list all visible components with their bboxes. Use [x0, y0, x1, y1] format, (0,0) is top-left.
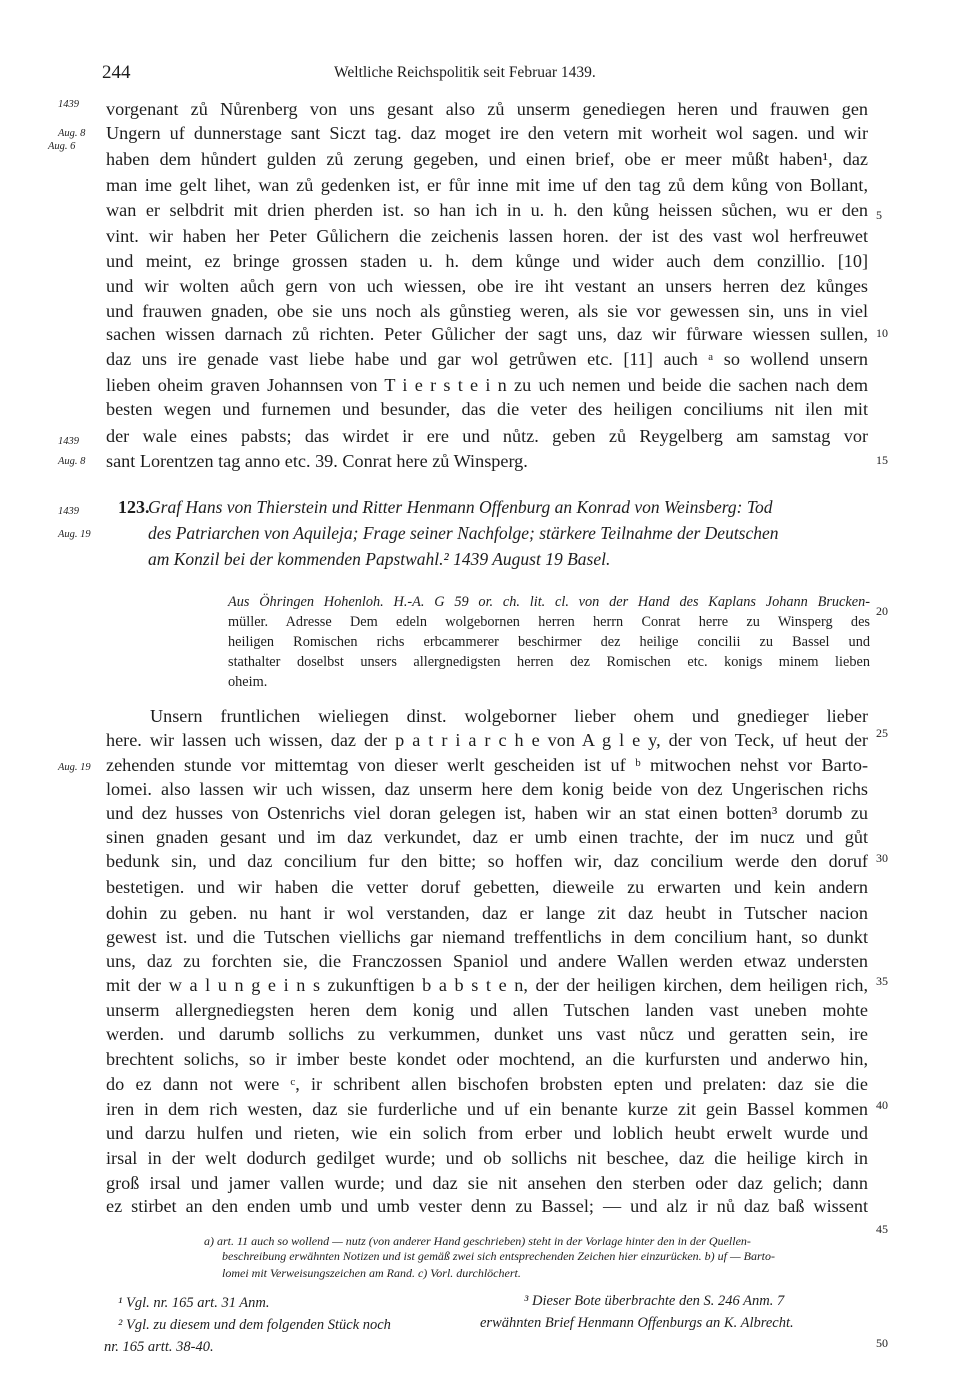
line-number: 30	[876, 851, 888, 865]
line-number: 35	[876, 974, 888, 988]
text-line: dohin zu geben. nu hant ir wol verstanden, daz er lange zit daz heubt in Tutscher nacion	[106, 903, 868, 923]
apparatus-line: beschreibung erwähnten Notizen und ist gemäß zwei sich entsprechenden Zeichen hier einzurücken. b) uf — Barto-	[222, 1249, 776, 1263]
line-number: 15	[876, 453, 888, 467]
margin-date: Aug. 8	[58, 456, 86, 467]
text-line: bedunk sin, und daz concilium fur den bitte; so hoffen wir, daz concilium werde den doruf	[106, 851, 868, 871]
apparatus-line: lomei mit Verweisungszeichen am Rand. c) Vorl. durchlöchert.	[222, 1266, 521, 1280]
line-number: 40	[876, 1098, 888, 1112]
text-line: iren in dem rich westen, daz sie furderliche und uf ein benante kurze zit gein Bassel kommen	[106, 1099, 868, 1119]
apparatus-line: a) art. 11 auch so wollend — nutz (von anderer Hand geschrieben) steht in der Vorlage hinter den in der Quellen-	[204, 1234, 751, 1248]
text-line: bestetigen. und wir haben die vetter doruf gebetten, dieweile zu erwarten und kein andern	[106, 877, 868, 897]
text-line: unserm allergnediegsten heren dem konig und allen Tutschen landen vast uneben mohte	[106, 1000, 868, 1020]
source-line: stathalter doselbst unsers allergnedigsten herren dez Romischen etc. konigs minem lieben	[228, 654, 870, 670]
line-number: 45	[876, 1222, 888, 1236]
text-line: Unsern fruntlichen wieliegen dinst. wolgeborner lieber ohem und gnedieger lieber	[150, 706, 868, 726]
text-line: besten wegen und furnemen und besunder, das die veter des heiligen conciliums nit ilen mit	[106, 399, 868, 419]
margin-date: Aug. 19	[58, 762, 91, 773]
document-number	[118, 497, 150, 518]
document-heading-line: Graf Hans von Thierstein und Ritter Henmann Offenburg an Konrad von Weinsberg: Tod	[148, 497, 773, 517]
text-line: und wir wolten aůch gern von uch wiessen, obe ire iht vestant an unsers herren dez kůnges	[106, 276, 868, 296]
footnote-line: ¹ Vgl. nr. 165 art. 31 Anm.	[118, 1295, 270, 1311]
text-line: werden. und darumb sollichs zu verkummen, dunket uns vast nůcz und geratten sein, ire	[106, 1024, 868, 1044]
text-line: irsal in der welt dodurch gedilget wurde; und ob sollichs nit beschee, daz die heilige kirch in	[106, 1148, 868, 1168]
source-line: Aus Öhringen Hohenloh. H.-A. G 59 or. ch. lit. cl. von der Hand des Kaplans Johann Brucken-	[228, 594, 870, 610]
text-line: und meint, ez bringe grossen staden u. h. dem kůnge und wider auch dem conzillio. [10]	[106, 251, 868, 271]
text-line: groß irsal und jamer vallen wurde; und daz sie nit ansehen den sterben oder daz gelich; dann	[106, 1173, 868, 1193]
footnote-line: nr. 165 artt. 38-40.	[104, 1339, 214, 1355]
text-line: sinen gnaden gesant und im daz verkundet, daz er umb einen trachte, der im nucz und gůt	[106, 827, 868, 847]
text-line: uns, daz zu forchten sie, die Franczossen Spaniol und andere Wallen werden etwaz understen	[106, 951, 868, 971]
text-line: der wale eines pabsts; das wirdet ir ere und nůtz. geben zů Reygelberg am samstag vor	[106, 426, 868, 446]
text-line: vorgenant zů Nůrenberg von uns gesant also zů unserm genediegen heren und frauwen gen	[106, 99, 868, 119]
text-line: haben dem hůndert gulden zů zerung gegeben, und einen brief, obe er meer můßt haben¹, daz	[106, 149, 868, 169]
text-line: lieben oheim graven Johannsen von T i e r s t e i n zu uch nemen und beide die sachen nach dem	[106, 375, 868, 395]
text-line: man ime gelt lihet, wan zů gedenken ist, er fůr inne mit ime uf den tag zů dem kůng von Bollant,	[106, 175, 868, 195]
running-title: Weltliche Reichspolitik seit Februar 1439.	[334, 64, 596, 81]
document-heading-line: am Konzil bei der kommenden Papstwahl.² 1439 August 19 Basel.	[148, 549, 611, 569]
text-line: wan er selbdrit mit drien pherden ist. so han ich in u. h. den kůng heissen sůchen, wu er den	[106, 200, 868, 220]
text-line: here. wir lassen uch wissen, daz der p a t r i a r c h e von A g l e y, der von Teck, uf heut der	[106, 730, 868, 750]
footnote-line: erwähnten Brief Henmann Offenburgs an K. Albrecht.	[480, 1315, 794, 1331]
text-line: do ez dann not were ᶜ, ir schribent allen bischofen brobsten epten und prelaten: daz sie die	[106, 1074, 868, 1094]
document-number-label: 123.	[118, 497, 150, 517]
line-number: 5	[876, 208, 882, 222]
line-number: 10	[876, 326, 888, 340]
source-line: heiligen Romischen richs erbcammerer beschirmer dez heilige concilii zu Bassel und	[228, 634, 870, 650]
line-number: 50	[876, 1336, 888, 1350]
margin-date: Aug. 19	[58, 529, 91, 540]
page-number: 244	[102, 62, 131, 83]
text-line: Ungern uf dunnerstage sant Siczt tag. daz moget ire den vetern mit worheit wol sagen. und wir	[106, 123, 868, 143]
text-line: brechtent solichs, so ir imber beste kondet oder mochtend, an die kurfursten und anderwo hin,	[106, 1049, 868, 1069]
source-line: müller. Adresse Dem edeln wolgebornen herren herrn Conrat herre zu Winsperg des	[228, 614, 870, 630]
text-line: daz uns ire genade vast liebe habe und gar wol getrůwen etc. [11] auch ᵃ so wollend unsern	[106, 349, 868, 369]
margin-date: 1439	[58, 506, 79, 517]
text-line: gewest ist. und die Tutschen viellichs gar niemand treffentlichs in dem concilium hant, so dunkt	[106, 927, 868, 947]
margin-date: 1439	[58, 436, 79, 447]
source-line: oheim.	[228, 674, 268, 690]
text-line: mit der w a l u n g e i n s zukunftigen b a b s t e n, der der heiligen kirchen, dem heiligen rich,	[106, 975, 868, 995]
text-line: zehenden stunde vor mittemtag von dieser werlt gescheiden ist uf ᵇ mitwochen nehst vor Barto-	[106, 755, 868, 775]
line-number: 25	[876, 726, 888, 740]
text-line: vint. wir haben her Peter Gůlichern die zeichenis lassen horen. der ist des vast wol herfreuwet	[106, 226, 868, 246]
margin-date: 1439	[58, 99, 79, 110]
text-line: und dez husses von Ostenrichs viel doran gelegen ist, haben wir an stat einen botten³ dorumb zu	[106, 803, 868, 823]
text-line: sachen wissen darnach zů richten. Peter Gůlicher der sagt uns, daz wir fůrware wiessen sullen,	[106, 324, 868, 344]
text-line: ez stirbet an den enden umb und umb vester denn zu Bassel; — und alz ir nů daz baß wissent	[106, 1196, 868, 1216]
footnote-line: ³ Dieser Bote überbrachte den S. 246 Anm. 7	[524, 1293, 785, 1309]
text-line: und frauwen gnaden, obe sie uns noch als gůnstieg weren, als sie vor gewessen sin, uns in viel	[106, 301, 868, 321]
document-heading-line: des Patriarchen von Aquileja; Frage seiner Nachfolge; stärkere Teilnahme der Deutschen	[148, 523, 779, 543]
margin-date: Aug. 6	[48, 141, 76, 152]
text-line: lomei. also lassen wir uch wissen, daz unserm here dem konig beide von dez Ungerischen richs	[106, 779, 868, 799]
text-line: sant Lorentzen tag anno etc. 39. Conrat here zů Winsperg.	[106, 451, 528, 471]
margin-date: Aug. 8	[58, 128, 86, 139]
line-number: 20	[876, 604, 888, 618]
footnote-line: ² Vgl. zu diesem und dem folgenden Stück noch	[118, 1317, 391, 1333]
text-line: und darzu hulfen und rieten, wie ein solich from erber und loblich heubt erwelt wurde und	[106, 1123, 868, 1143]
